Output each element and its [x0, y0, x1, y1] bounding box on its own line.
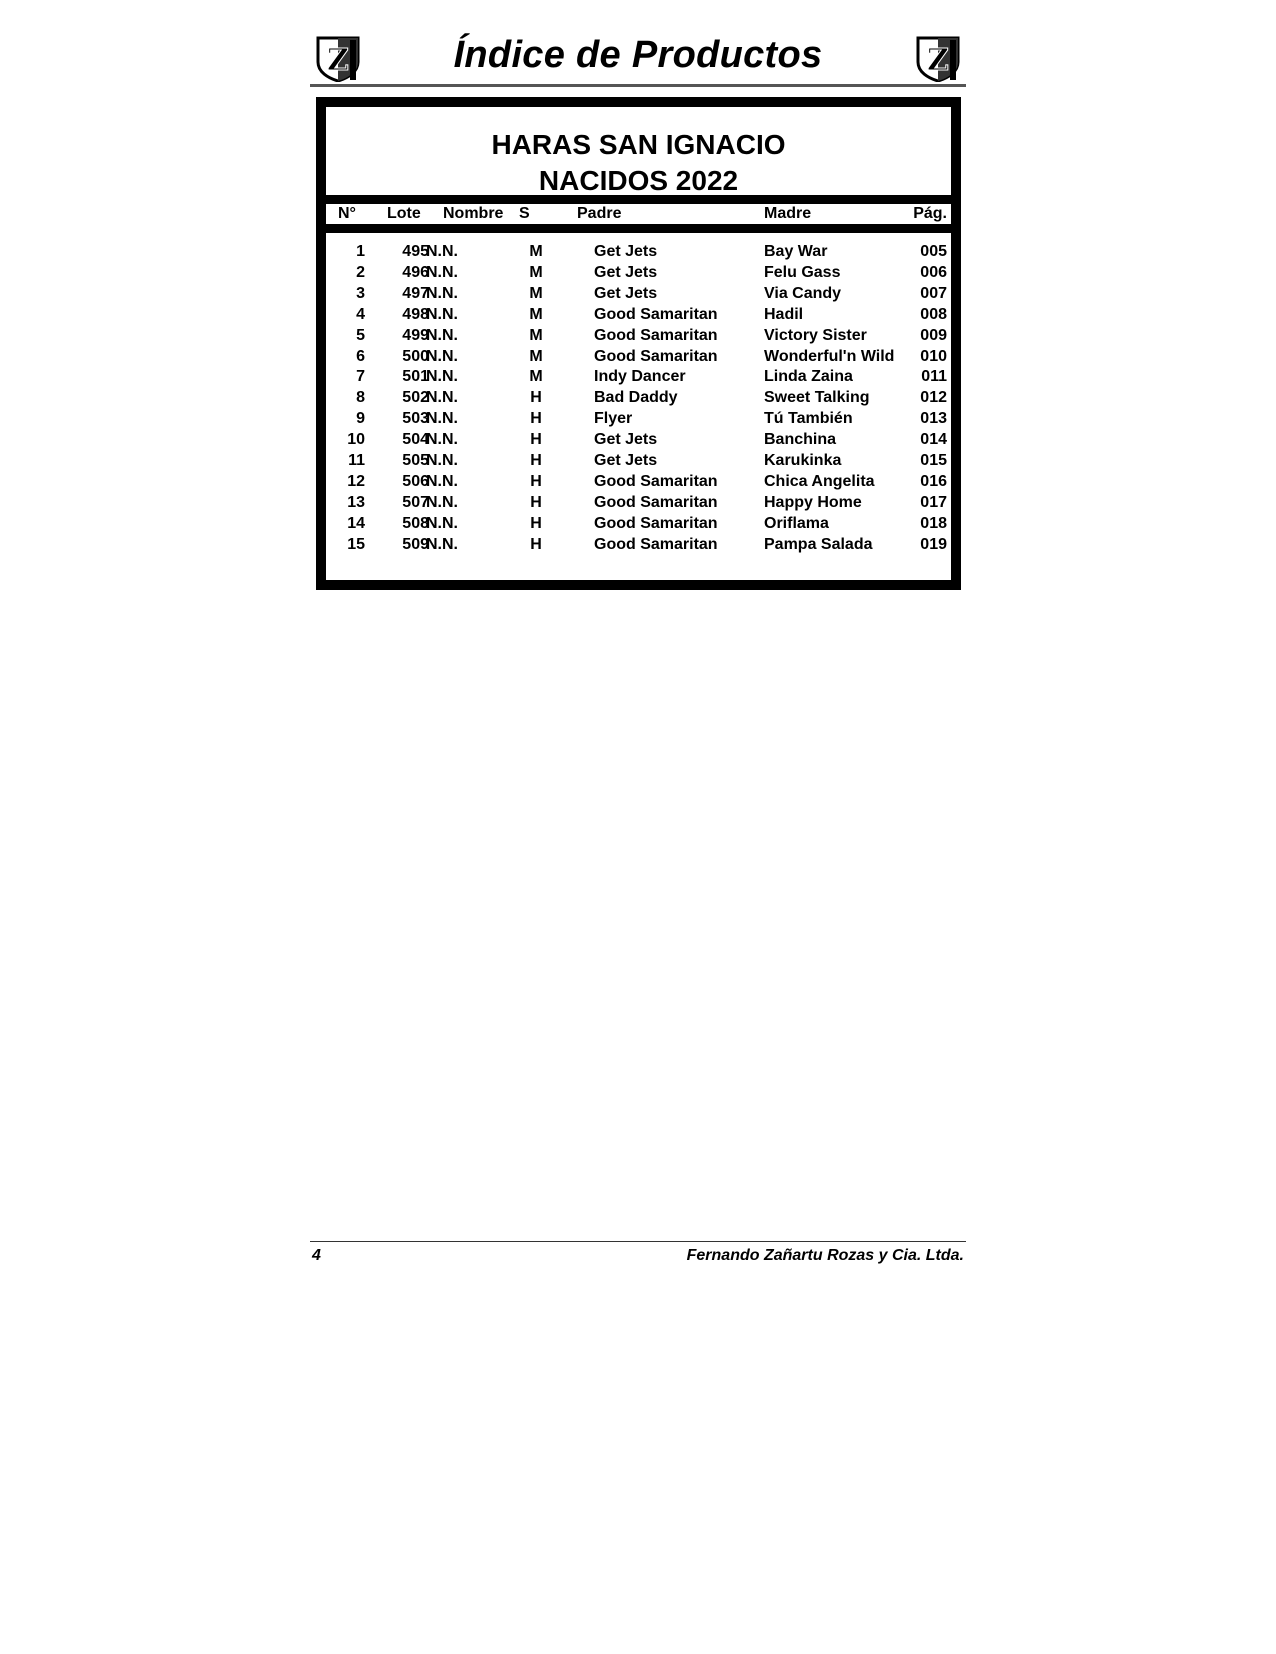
cell-lote: 499 [402, 326, 429, 344]
cell-pag: 011 [921, 368, 947, 386]
cell-lote: 506 [402, 472, 429, 490]
column-header-sexo: S [519, 205, 530, 222]
cell-padre: Get Jets [594, 243, 658, 260]
cell-padre: Indy Dancer [594, 368, 686, 386]
cell-madre: Happy Home [764, 493, 862, 511]
page-header [310, 32, 966, 87]
cell-madre: Via Candy [764, 284, 842, 302]
table-body [326, 233, 951, 580]
cell-padre: Good Samaritan [594, 305, 718, 323]
table-row [326, 536, 951, 557]
cell-madre: Bay War [764, 243, 828, 260]
cell-lote: 497 [402, 284, 429, 302]
cell-sexo: H [530, 493, 542, 511]
cell-pag: 010 [920, 347, 947, 365]
cell-nombre: N.N. [426, 535, 458, 553]
cell-num: 13 [347, 493, 365, 511]
cell-padre: Good Samaritan [594, 326, 718, 344]
cell-sexo: H [530, 452, 542, 469]
table-row [326, 327, 951, 348]
cell-lote: 496 [402, 263, 429, 281]
cell-sexo: M [529, 284, 543, 302]
table-row [326, 389, 951, 410]
cell-lote: 507 [402, 493, 429, 511]
cell-padre: Get Jets [594, 452, 658, 469]
cell-nombre: N.N. [426, 389, 458, 407]
cell-nombre: N.N. [426, 347, 458, 365]
cell-pag: 005 [920, 243, 947, 260]
cell-madre: Victory Sister [764, 326, 867, 344]
cell-num: 5 [356, 326, 365, 344]
table-header [326, 204, 951, 224]
cell-nombre: N.N. [426, 305, 458, 323]
table-row [326, 306, 951, 327]
cell-nombre: N.N. [426, 431, 458, 449]
cell-num: 14 [347, 514, 365, 532]
column-header-padre: Padre [577, 205, 622, 222]
cell-pag: 006 [920, 263, 947, 281]
cell-nombre: N.N. [426, 263, 458, 281]
cell-num: 9 [356, 410, 365, 428]
cell-sexo: H [530, 389, 542, 407]
cell-nombre: N.N. [426, 493, 458, 511]
cell-lote: 505 [402, 452, 429, 469]
cell-padre: Bad Daddy [594, 389, 678, 407]
cell-nombre: N.N. [426, 514, 458, 532]
cell-sexo: H [530, 431, 542, 449]
cell-madre: Sweet Talking [764, 389, 870, 407]
cell-pag: 017 [920, 493, 947, 511]
cell-nombre: N.N. [426, 410, 458, 428]
cell-lote: 498 [402, 305, 429, 323]
catalog-frame [316, 97, 961, 590]
cell-pag: 016 [920, 472, 947, 490]
cell-madre: Pampa Salada [764, 535, 873, 553]
cell-nombre: N.N. [426, 368, 458, 386]
column-header-madre: Madre [764, 205, 812, 222]
cell-madre: Felu Gass [764, 263, 841, 281]
cell-num: 15 [347, 535, 365, 553]
cell-num: 7 [356, 368, 365, 386]
table-row [326, 410, 951, 431]
cell-pag: 019 [920, 535, 947, 553]
table-row [326, 348, 951, 369]
cell-pag: 018 [920, 514, 947, 532]
cell-lote: 502 [402, 389, 429, 407]
cell-padre: Get Jets [594, 431, 658, 449]
cell-lote: 501 [402, 368, 429, 386]
catalog-title-line1: HARAS SAN IGNACIO [491, 129, 786, 160]
cell-padre: Get Jets [594, 263, 658, 281]
cell-pag: 009 [920, 326, 947, 344]
table-row [326, 285, 951, 306]
page-title: Índice de Productos [453, 34, 823, 76]
cell-padre: Get Jets [594, 284, 658, 302]
column-header-nombre: Nombre [443, 205, 504, 222]
page-footer [310, 1241, 966, 1266]
catalog-title [326, 127, 951, 199]
cell-pag: 015 [920, 452, 947, 469]
cell-padre: Good Samaritan [594, 472, 718, 490]
table-row [326, 368, 951, 389]
cell-sexo: M [529, 263, 543, 281]
cell-sexo: M [529, 305, 543, 323]
cell-num: 4 [356, 305, 365, 323]
column-header-lote: Lote [387, 205, 421, 222]
svg-text:Z: Z [327, 43, 349, 78]
table-row [326, 515, 951, 536]
table-row [326, 494, 951, 515]
cell-lote: 503 [402, 410, 429, 428]
table-row [326, 243, 951, 264]
cell-madre: Oriflama [764, 514, 829, 532]
svg-text:Z: Z [927, 43, 949, 78]
cell-sexo: H [530, 472, 542, 490]
cell-num: 1 [356, 243, 365, 260]
cell-madre: Linda Zaina [764, 368, 853, 386]
cell-num: 2 [356, 263, 365, 281]
cell-num: 11 [348, 452, 365, 469]
cell-madre: Tú También [764, 410, 853, 428]
cell-lote: 508 [402, 514, 429, 532]
cell-sexo: H [530, 514, 542, 532]
cell-madre: Banchina [764, 431, 837, 449]
cell-num: 10 [347, 431, 365, 449]
cell-sexo: H [530, 535, 542, 553]
cell-num: 12 [347, 472, 365, 490]
cell-lote: 495 [402, 243, 429, 260]
page-number: 4 [312, 1247, 321, 1264]
cell-pag: 008 [920, 305, 947, 323]
cell-nombre: N.N. [426, 472, 458, 490]
cell-madre: Wonderful'n Wild [764, 347, 895, 365]
cell-lote: 500 [402, 347, 429, 365]
cell-padre: Good Samaritan [594, 514, 718, 532]
cell-pag: 012 [920, 389, 947, 407]
column-header-num: N° [338, 205, 356, 222]
cell-num: 6 [356, 347, 365, 365]
table-row [326, 473, 951, 494]
cell-padre: Flyer [594, 410, 633, 428]
cell-pag: 007 [920, 284, 947, 302]
cell-nombre: N.N. [426, 452, 458, 469]
cell-sexo: H [530, 410, 542, 428]
table-row [326, 452, 951, 473]
cell-nombre: N.N. [426, 326, 458, 344]
cell-madre: Hadil [764, 305, 804, 323]
cell-madre: Chica Angelita [764, 472, 875, 490]
cell-madre: Karukinka [764, 452, 842, 469]
catalog-title-band [326, 107, 951, 195]
cell-padre: Good Samaritan [594, 347, 718, 365]
cell-num: 8 [356, 389, 365, 407]
cell-sexo: M [529, 243, 543, 260]
table-row [326, 264, 951, 285]
cell-sexo: M [529, 347, 543, 365]
cell-padre: Good Samaritan [594, 535, 718, 553]
table-row [326, 431, 951, 452]
cell-sexo: M [529, 326, 543, 344]
column-header-pag: Pág. [913, 205, 947, 222]
company-name: Fernando Zañartu Rozas y Cia. Ltda. [686, 1247, 964, 1264]
cell-num: 3 [356, 284, 365, 302]
cell-pag: 013 [920, 410, 947, 428]
catalog-title-line2: NACIDOS 2022 [538, 165, 739, 196]
cell-sexo: M [529, 368, 543, 386]
cell-pag: 014 [920, 431, 947, 449]
cell-lote: 509 [402, 535, 429, 553]
cell-padre: Good Samaritan [594, 493, 718, 511]
cell-lote: 504 [402, 431, 429, 449]
cell-nombre: N.N. [426, 243, 458, 260]
company-logo-icon [914, 34, 962, 82]
cell-nombre: N.N. [426, 284, 458, 302]
